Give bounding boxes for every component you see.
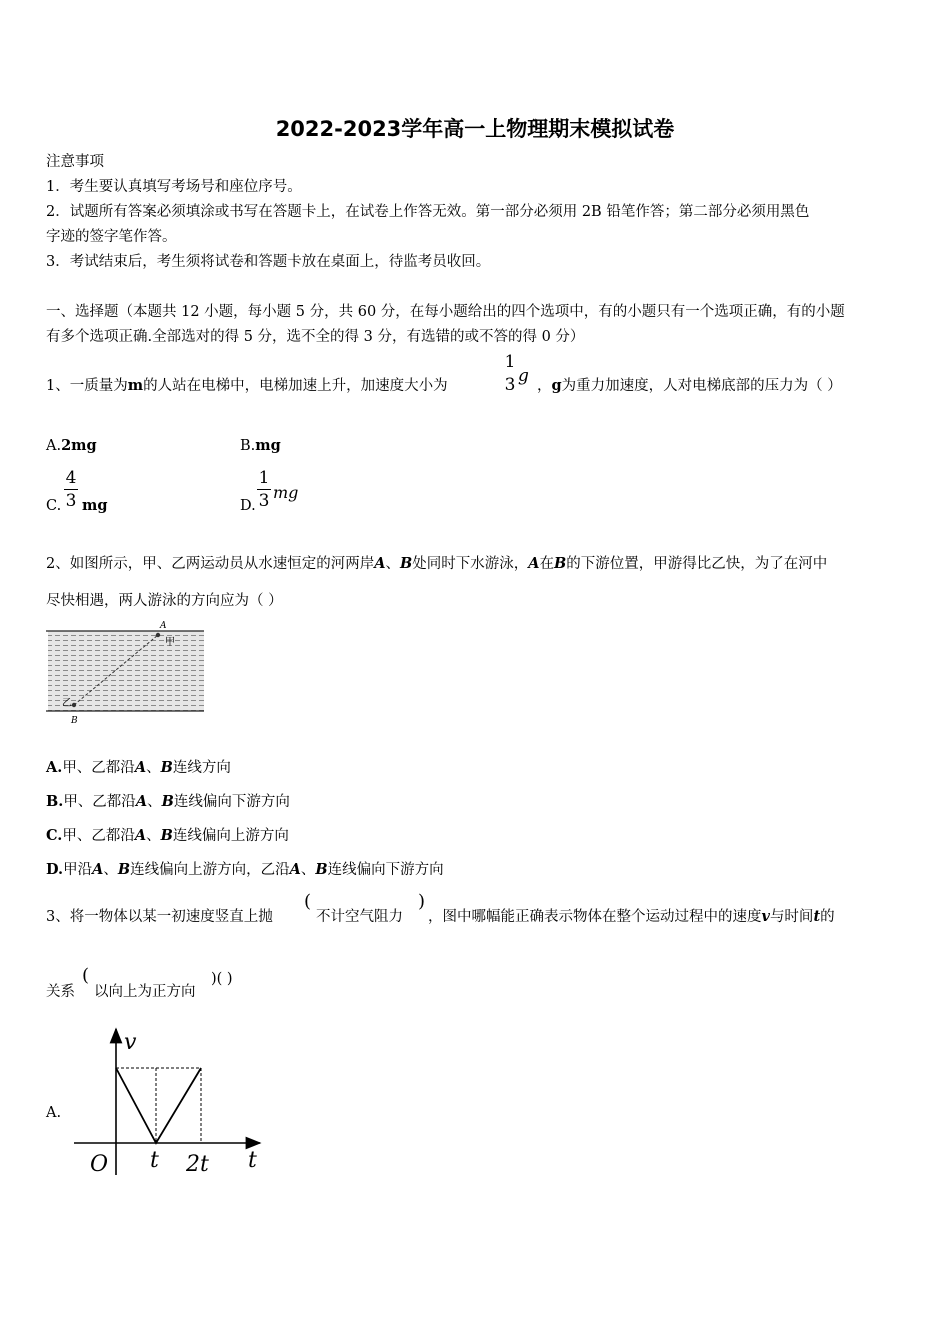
q3-option-a-label[interactable]: A. [46, 1105, 62, 1121]
q3-paren-text: 不计空气阻力 [316, 909, 403, 925]
q1-fraction: 1 3 [504, 352, 516, 395]
label-a: A [160, 621, 167, 631]
q2-option-b[interactable]: B.甲、乙都沿A、B连线偏向下游方向 [46, 793, 290, 810]
point-b-swimmer [72, 703, 76, 707]
q1-g-symbol: g [518, 366, 529, 386]
origin-label: O [90, 1152, 109, 1177]
notice-item-3: 3．考试结束后，考生须将试卷和答题卡放在桌面上，待监考员收回。 [46, 254, 491, 270]
q1-option-d-label[interactable]: D. [240, 498, 256, 514]
q1-option-c-value: mg [82, 497, 108, 514]
q3-line2-paren-open: ( [82, 965, 90, 986]
velocity-line [116, 1068, 201, 1143]
q2-stem: 2、如图所示，甲、乙两运动员从水速恒定的河两岸A、B处同时下水游泳，A在B的下游位置，甲游得比乙快，为了在河中 [46, 555, 828, 572]
q1-option-c-fraction: 4 3 [65, 468, 77, 511]
q3-line2-paren-text: 以向上为正方向 [94, 984, 196, 1000]
notice-item-1: 1．考生要认真填写考场号和座位序号。 [46, 179, 302, 195]
v-axis-label: v [124, 1030, 137, 1055]
q1-option-c-label[interactable]: C. [46, 498, 62, 514]
point-a-swimmer [156, 633, 160, 637]
section-heading-line1: 一、选择题（本题共 12 小题，每小题 5 分，共 60 分，在每小题给出的四个选项中，有的小题只有一个选项正确，有的小题 [46, 304, 845, 320]
q2-option-d[interactable]: D.甲沿A、B连线偏向上游方向，乙沿A、B连线偏向下游方向 [46, 861, 444, 878]
page-title: 2022-2023学年高一上物理期末模拟试卷 [275, 117, 675, 141]
t-axis-label: t [248, 1148, 257, 1173]
label-jia: 甲 [165, 637, 175, 648]
q3-line2-pre: 关系 [46, 984, 75, 1000]
q1-option-d-fraction: 1 3 [258, 468, 270, 511]
river-figure [46, 618, 206, 728]
q3-stem-post: ，图中哪幅能正确表示物体在整个运动过程中的速度v与时间t的 [428, 908, 835, 925]
tick-2t-label: 2t [186, 1152, 209, 1177]
vt-graph-a [70, 1025, 270, 1180]
label-b: B [71, 716, 78, 726]
notice-item-2: 2．试题所有答案必须填涂或书写在答题卡上，在试卷上作答无效。第一部分必须用 2B 铅笔作答；第二部分必须用黑色 [46, 204, 810, 220]
q1-stem: 1、一质量为m的人站在电梯中，电梯加速上升，加速度大小为 [46, 377, 448, 394]
notice-heading: 注意事项 [46, 154, 104, 170]
section-heading-line2: 有多个选项正确.全部选对的得 5 分，选不全的得 3 分，有选错的或不答的得 0 分） [46, 329, 585, 345]
q1-option-a[interactable]: A.2mg [46, 437, 97, 454]
q2-option-a[interactable]: A.甲、乙都沿A、B连线方向 [46, 759, 231, 776]
q2-stem-line2: 尽快相遇，两人游泳的方向应为（ ） [46, 593, 283, 609]
q3-paren-close: ) [418, 891, 426, 912]
q1-option-b[interactable]: B.mg [240, 437, 281, 454]
tick-t-label: t [150, 1148, 159, 1173]
q1-stem-end: ，g为重力加速度，人对电梯底部的压力为（ ） [537, 377, 842, 394]
q3-paren-open: ( [304, 891, 312, 912]
notice-item-2-cont: 字迹的签字笔作答。 [46, 229, 177, 245]
q1-option-d-value: mg [273, 483, 299, 502]
q3-stem-pre: 3、将一物体以某一初速度竖直上抛 [46, 909, 273, 925]
q2-option-c[interactable]: C.甲、乙都沿A、B连线偏向上游方向 [46, 827, 289, 844]
q3-line2-post: )( ) [211, 971, 233, 987]
label-yi: 乙 [62, 698, 72, 709]
